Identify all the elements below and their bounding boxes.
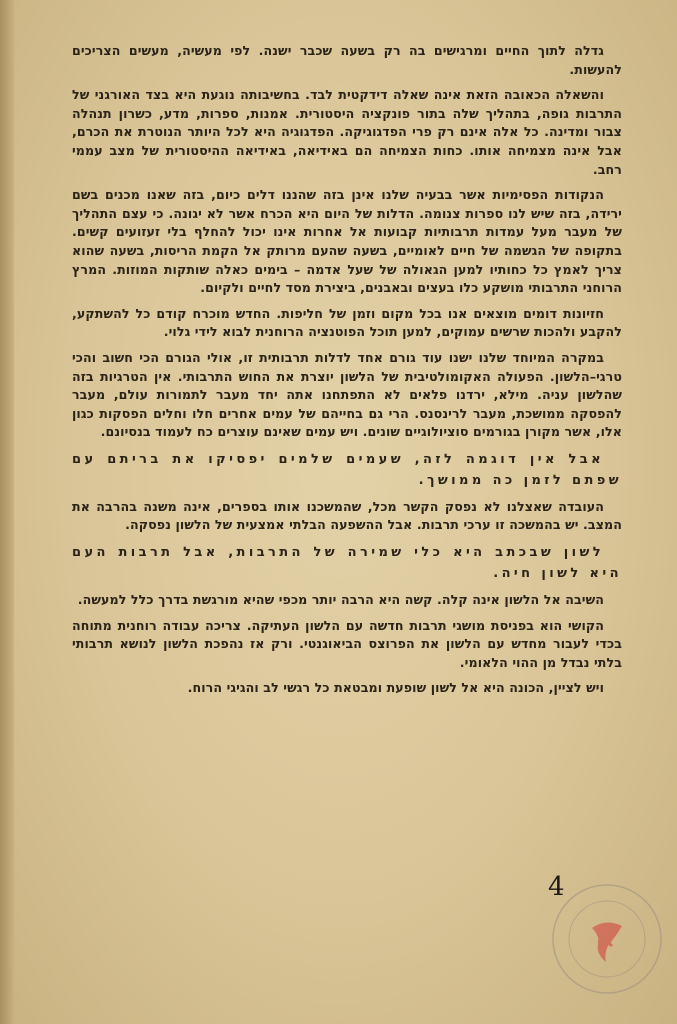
- body-text: [72, 42, 622, 705]
- paragraph-3: הנקודות הפסימיות אשר בבעיה שלנו אינן בזה שהננו דלים כיום, בזה שאנו מכנים בשם ירידה, בזה שיש לנו ספרות צנומה. הדלות של היום היא הכרח אשר לא יגונה. כי עצם התהליך של מעבר מעל עמדות תרבותיות קבועות אל אחרות אינו יכול להחלף בלי זעזועים קשים. בתקופה של הגשמה של חיים לאומיים, בשעה שהעם מרותק אל הקמת הריסות, בשעה שהוא צריך לאמץ כל כחותיו למען הגאולה של שעל אדמה – בימים כאלה שותקות המוזות. המרץ הרוחני התרבותי מושקע כלו בעצים ובאבנים, ביצירת מסד לחיים ולקיום.: [72, 187, 622, 296]
- paragraph-2: והשאלה הכאובה הזאת אינה שאלה דידקטית לבד. בחשיבותה נוגעת היא בצד האורגני של התרבות גופה, בתהליך שלה בתור פונקציה היסטורית. אמנות, ספרות, מדע, כשרון תנהלה צבור ומדינה. כל אלה אינם רק פרי הפדגוגיקה. הפדגוגיה היא לכל היותר הנוטרת את הכרם, אבל אינה מצמיחה אותו. כחות הצמיחה הם באידיאה, באידיאה ההיסטורית של מצב עממי רחב.: [72, 87, 622, 177]
- paragraph-9: השיבה אל הלשון אינה קלה. קשה היא הרבה יותר מכפי שהיא מורגשת בדרך כלל למעשה.: [77, 592, 604, 608]
- paragraph-5: במקרה המיוחד שלנו ישנו עוד גורם אחד לדלות תרבותית זו, אולי הגורם הכי חשוב והכי טרגי–הלשון. הפעולה האקומולטיבית של הלשון יוצרת את החוש התרבותי. אין הטרגיות בזה שהלשון עניה. מילא, ירדנו פלאים לא התפתחנו אתה יחד מעבר לתמורות עולם, מעבר להפסקה ממושכת, מעבר לרינסנס. הרי גם בחייהם של עמים אחרים חלו וחלים הפסקות כגון אלו, אשר מקורן בגורמים סוציולוגיים שונים. ויש עמים שאינם עוצרים כח לעמוד בנסיונם.: [72, 349, 622, 440]
- paragraph-7: העובדה שאצלנו לא נפסק הקשר מכל, שהמשכנו אותו בספרים, אינה משנה בהרבה את המצב. יש בהמשכה זו ערכי תרבות. אבל ההשפעה הבלתי אמצעית של הלשון נפסקה.: [72, 498, 622, 533]
- page-number: 4: [548, 872, 565, 902]
- paragraph-10: הקושי הוא בפניסת מושגי תרבות חדשה עם הלשון העתיקה. צריכה עבודה רוחנית מתוחה בכדי לעבור מחדש עם הלשון את הפרוצס הביאוגנטי. ורק אז נהפכת הלשון לנושא תרבותי בלתי נבדל מן ההוי הלאומי.: [72, 617, 622, 670]
- paragraph-11: ויש לציין, הכונה היא אל לשון שופעת ומבטאת כל רגשי לב והגיגי הרוח.: [187, 680, 604, 696]
- academy-stamp-icon: [548, 880, 666, 998]
- page-binding-edge: [0, 0, 14, 1024]
- paragraph-4: חזיונות דומים מוצאים אנו בכל מקום וזמן של חליפות. החדש מוכרח קודם כל להשתקע, להקבע ולהכות שרשים עמוקים, למען תוכל הפוטנציה הרוחנית לבוא לידי גלוי.: [72, 305, 622, 340]
- paragraph-8-emphasized: לשון שבכתב היא כלי שמירה של התרבות, אבל תרבות העם היא לשון חיה.: [72, 545, 622, 582]
- paragraph-1: גדלה לתוך החיים ומרגישים בה רק בשעה שכבר ישנה. לפי מעשיה, מעשים הצריכים להעשות.: [72, 43, 622, 77]
- paragraph-6-emphasized: אבל אין דוגמה לזה, שעמים שלמים יפסיקו את בריתם עם שפתם לזמן כה ממושך.: [72, 451, 622, 488]
